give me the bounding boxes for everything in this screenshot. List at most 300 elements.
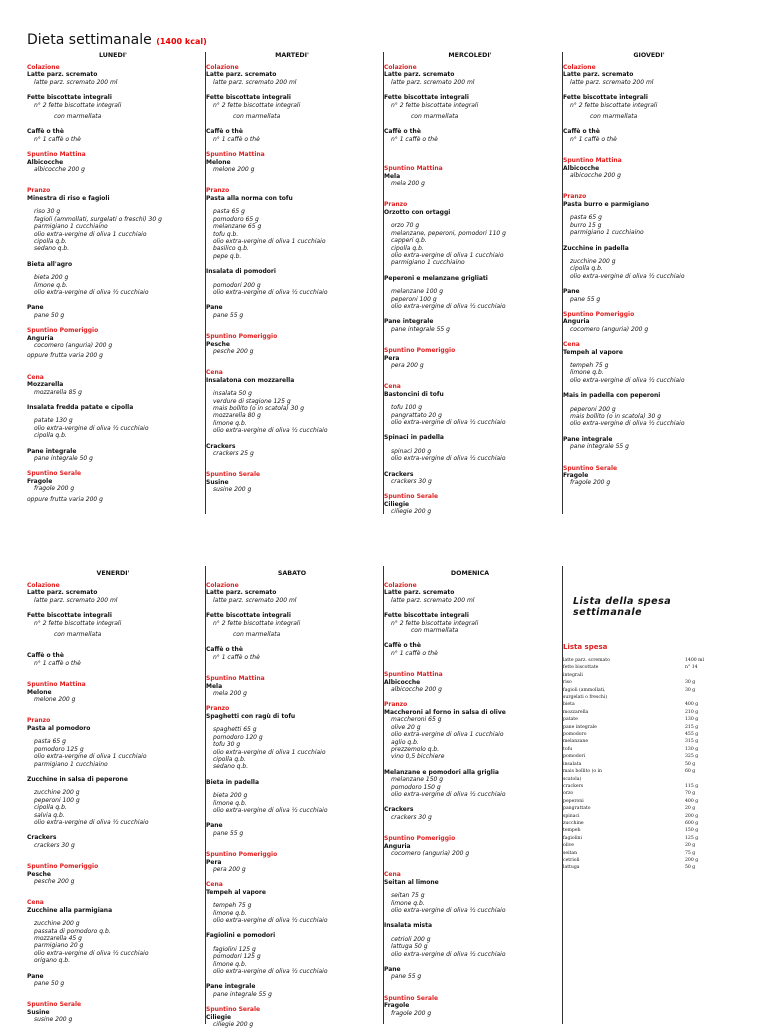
- food-title: Fragole: [384, 1002, 410, 1010]
- ingredient: olio extra-vergine di oliva ½ cucchiaio: [570, 376, 685, 384]
- food-title: Fragole: [27, 477, 53, 485]
- ingredient: n° 2 fette biscottate integrali: [391, 101, 479, 109]
- ingredient: fragole 200 g: [570, 479, 611, 487]
- ingredient: con marmellata: [411, 627, 459, 635]
- ingredient: limone q.b.: [213, 419, 247, 427]
- food-title: Zucchine alla parmigiana: [27, 906, 113, 914]
- ingredient: limone q.b.: [213, 909, 247, 917]
- meal-label: Pranzo: [384, 201, 408, 209]
- ingredient: parmigiano 1 cucchiaino: [391, 259, 465, 267]
- ingredient: origano q.b.: [34, 957, 71, 965]
- shopping-item-name: latte parz. scremato: [563, 658, 610, 663]
- food-title: Pane integrale: [27, 447, 77, 455]
- ingredient: sedano q.b.: [34, 245, 70, 253]
- ingredient: mozzarella 85 g: [34, 388, 82, 396]
- ingredient: pomodoro 150 g: [391, 783, 441, 791]
- ingredient: mais bollito (o in scatola) 30 g: [570, 413, 661, 420]
- ingredient: cocomero (anguria) 200 g: [570, 325, 649, 333]
- food-title: Fette biscottate integrali: [27, 612, 112, 620]
- shopping-list-title: Lista della spesa settimanale: [573, 596, 672, 618]
- ingredient: latte parz. scremato 200 ml: [213, 596, 297, 604]
- day-column-venerdi: [27, 570, 199, 1024]
- shopping-row: [563, 820, 733, 827]
- ingredient: olio extra-vergine di oliva ½ cucchiaio: [213, 427, 328, 435]
- food-title: Albicocche: [27, 158, 64, 166]
- shopping-item-qty: 150 g: [685, 828, 699, 834]
- ingredient: olio extra-vergine di oliva ½ cucchiaio: [213, 917, 328, 924]
- food-title: Anguria: [563, 318, 590, 326]
- ingredient: olio extra-vergine di oliva ½ cucchiaio: [34, 818, 149, 826]
- ingredient: spinaci 200 g: [391, 447, 432, 455]
- ingredient: olio extra-vergine di oliva 1 cucchiaio: [34, 753, 147, 761]
- food-title: Ciliegie: [384, 500, 410, 508]
- food-title: Pane: [206, 822, 223, 830]
- kcal-badge: (1400 kcal): [156, 37, 207, 46]
- meal-label: Spuntino Serale: [206, 471, 261, 479]
- food-title: Insalata fredda patate e cipolla: [27, 404, 134, 411]
- shopping-list-subtitle: Lista spesa: [563, 643, 608, 651]
- meal-label: Spuntino Pomeriggio: [384, 347, 456, 355]
- ingredient: zucchine 200 g: [34, 920, 80, 928]
- ingredient: tofu 100 g: [391, 404, 423, 412]
- ingredient: mais bollito (o in scatola) 30 g: [213, 405, 304, 412]
- food-title: Caffè o thè: [384, 642, 421, 650]
- shopping-row: [563, 783, 733, 790]
- meal-label: Cena: [27, 899, 44, 907]
- ingredient: con marmellata: [233, 113, 281, 121]
- food-title: Pane: [563, 288, 580, 296]
- shopping-item-qty: 70 g: [685, 791, 696, 797]
- ingredient: pane 55 g: [391, 973, 422, 981]
- meal-label: Cena: [384, 383, 401, 391]
- meal-label: Pranzo: [384, 701, 408, 709]
- food-title: Anguria: [384, 842, 411, 850]
- meal-label: Spuntino Serale: [384, 994, 439, 1002]
- food-title: Caffè o thè: [27, 652, 64, 660]
- ingredient: pesche 200 g: [34, 877, 75, 885]
- ingredient: pasta 65 g: [34, 738, 66, 746]
- ingredient: olive 20 g: [391, 723, 421, 731]
- ingredient: con marmellata: [233, 631, 281, 639]
- shopping-item-qty: 60 g: [685, 769, 696, 775]
- food-title: Fette biscottate integrali: [206, 612, 291, 620]
- food-title: Latte parz. scremato: [206, 71, 277, 79]
- meal-label: Spuntino Serale: [384, 493, 439, 501]
- meal-label: Pranzo: [563, 193, 587, 201]
- ingredient: n° 2 fette biscottate integrali: [570, 101, 658, 109]
- meal-label: Spuntino Pomeriggio: [563, 310, 635, 318]
- food-title: Caffè o thè: [563, 128, 600, 136]
- shopping-item-qty: 50 g: [685, 865, 696, 871]
- food-title: Fette biscottate integrali: [206, 94, 291, 102]
- shopping-list: [563, 596, 733, 872]
- shopping-item-name: olive: [563, 843, 575, 849]
- shopping-item-name: mais bollito (o in scatola): [563, 769, 603, 782]
- shopping-row: [563, 835, 733, 842]
- shopping-row: [563, 687, 733, 702]
- shopping-row: [563, 768, 733, 783]
- food-title: Caffè o thè: [206, 646, 243, 654]
- day-column-martedi: [206, 52, 378, 494]
- ingredient: basilico q.b.: [213, 245, 249, 253]
- ingredient: mela 200 g: [213, 690, 247, 698]
- ingredient: pane integrale 50 g: [34, 455, 93, 463]
- ingredient: parmigiano 1 cucchiaino: [570, 229, 644, 237]
- ingredient: salvia q.b.: [34, 811, 65, 819]
- food-title: Caffè o thè: [27, 128, 64, 136]
- day-column-lunedi: [27, 52, 199, 503]
- food-title: Caffè o thè: [206, 128, 243, 136]
- shopping-item-qty: 50 g: [685, 761, 696, 767]
- ingredient: cocomero (anguria) 200 g: [34, 341, 113, 349]
- shopping-table: [563, 657, 733, 872]
- meal-label: Spuntino Mattina: [206, 151, 265, 159]
- food-title: Seitan al limone: [384, 878, 439, 886]
- food-title: Insalata di pomodori: [206, 268, 276, 276]
- ingredient: olio extra-vergine di oliva ½ cucchiaio: [391, 790, 506, 798]
- shopping-item-name: spinaci: [563, 813, 580, 819]
- meal-label: Cena: [206, 881, 223, 889]
- shopping-item-name: patate: [563, 717, 578, 723]
- food-title: Crackers: [384, 806, 414, 814]
- day-header: GIOVEDI': [633, 52, 665, 59]
- food-title: Crackers: [27, 834, 57, 842]
- meal-label: Colazione: [206, 582, 239, 589]
- ingredient: fragole 200 g: [34, 485, 75, 493]
- ingredient: n° 2 fette biscottate integrali: [213, 619, 301, 627]
- day-header: MARTEDI': [275, 52, 309, 59]
- ingredient: latte parz. scremato 200 ml: [570, 78, 654, 86]
- ingredient: aglio q.b.: [391, 738, 419, 746]
- ingredient: con marmellata: [54, 631, 102, 639]
- ingredient: con marmellata: [411, 113, 459, 121]
- food-title: Pesche: [27, 870, 51, 878]
- ingredient: melone 200 g: [34, 696, 76, 704]
- ingredient: olio extra-vergine di oliva ½ cucchiaio: [213, 968, 328, 976]
- shopping-row: [563, 813, 733, 820]
- shopping-row: [563, 709, 733, 716]
- meal-label: Spuntino Pomeriggio: [27, 327, 99, 335]
- food-title: Mais in padella con peperoni: [563, 392, 661, 400]
- ingredient: olio extra-vergine di oliva ½ cucchiaio: [391, 907, 506, 914]
- ingredient: mela 200 g: [391, 180, 425, 188]
- ingredient: olio extra-vergine di oliva ½ cucchiaio: [391, 419, 506, 426]
- ingredient: pomodoro 120 g: [213, 733, 263, 741]
- meal-label: Cena: [384, 871, 401, 879]
- ingredient: bieta 200 g: [34, 274, 69, 282]
- food-title: Latte parz. scremato: [27, 71, 98, 79]
- shopping-item-qty: 200 g: [685, 857, 699, 863]
- shopping-item-name: tofu: [563, 746, 573, 752]
- meal-label: Colazione: [384, 64, 417, 71]
- shopping-row: [563, 679, 733, 686]
- food-title: Pane: [384, 966, 401, 974]
- shopping-item-name: fette biscottate integrali: [563, 665, 599, 678]
- shopping-row: [563, 701, 733, 708]
- ingredient: n° 1 caffè o thè: [391, 649, 438, 657]
- food-title: Albicocche: [384, 678, 421, 686]
- ingredient: fagiolini 125 g: [213, 945, 256, 953]
- ingredient: pane integrale 55 g: [213, 990, 272, 998]
- ingredient: patate 130 g: [34, 417, 73, 425]
- ingredient: olio extra-vergine di oliva ½ cucchiaio: [213, 806, 328, 814]
- meal-label: Colazione: [206, 64, 239, 71]
- ingredient: melone 200 g: [213, 166, 255, 174]
- shopping-row: [563, 664, 733, 679]
- shopping-item-qty: 30 g: [685, 680, 696, 686]
- food-title: Insalatona con mozzarella: [206, 376, 295, 384]
- food-title: Pane integrale: [384, 318, 434, 326]
- ingredient: cipolla q.b.: [34, 237, 67, 245]
- ingredient: olio extra-vergine di oliva ½ cucchiaio: [391, 455, 506, 463]
- meal-label: Cena: [206, 369, 223, 377]
- ingredient: olio extra-vergine di oliva ½ cucchiaio: [570, 272, 685, 280]
- ingredient: n° 1 caffè o thè: [213, 135, 260, 143]
- meal-label: Spuntino Serale: [27, 1001, 82, 1009]
- meal-label: Spuntino Mattina: [384, 165, 443, 173]
- food-title: Spinaci in padella: [384, 434, 444, 442]
- ingredient: lattuga 50 g: [391, 943, 428, 951]
- ingredient: pomodori 200 g: [213, 281, 261, 289]
- food-title: Caffè o thè: [384, 128, 421, 136]
- food-title: Melone: [27, 688, 52, 696]
- ingredient: limone q.b.: [213, 799, 247, 807]
- ingredient: olio extra-vergine di oliva 1 cucchiaio: [391, 731, 504, 739]
- food-title: Melanzane e pomodori alla griglia: [384, 768, 499, 776]
- day-header: VENERDI': [96, 570, 130, 577]
- meal-label: Colazione: [27, 64, 60, 71]
- food-title: Pane: [27, 304, 44, 312]
- ingredient: crackers 30 g: [391, 813, 432, 821]
- ingredient: albicocche 200 g: [34, 166, 85, 174]
- shopping-item-qty: 600 g: [685, 820, 699, 826]
- food-title: Pera: [206, 858, 222, 866]
- food-title: Anguria: [27, 334, 54, 342]
- day-header: LUNEDI': [99, 52, 127, 59]
- ingredient: olio extra-vergine di oliva 1 cucchiaio: [391, 251, 504, 259]
- shopping-row: [563, 716, 733, 723]
- food-title: Mela: [384, 172, 401, 180]
- ingredient: pane 55 g: [570, 295, 601, 303]
- shopping-item-name: fagioli (ammollati, surgelati o freschi): [563, 687, 608, 701]
- meal-label: Pranzo: [27, 187, 51, 195]
- food-title: Pane integrale: [206, 983, 256, 991]
- ingredient: tofu q.b.: [213, 230, 239, 238]
- shopping-item-name: pomodoro: [563, 732, 587, 738]
- title-text: Dieta settimanale: [27, 32, 152, 48]
- food-title: Fette biscottate integrali: [563, 94, 648, 102]
- ingredient: bieta 200 g: [213, 792, 248, 800]
- meal-label: Spuntino Pomeriggio: [206, 851, 278, 859]
- ingredient: melanzane, peperoni, pomodori 110 g: [391, 229, 506, 237]
- food-title: Pasta burro e parmigiano: [563, 200, 650, 208]
- food-title: Melone: [206, 158, 231, 166]
- shopping-row: [563, 798, 733, 805]
- shopping-item-qty: 215 g: [685, 724, 699, 730]
- ingredient: con marmellata: [54, 113, 102, 121]
- shopping-item-qty: 455 g: [685, 732, 699, 738]
- shopping-item-name: riso: [563, 680, 572, 686]
- ingredient: melanzane 150 g: [391, 776, 444, 784]
- shopping-item-name: crackers: [563, 783, 584, 789]
- ingredient: riso 30 g: [34, 208, 61, 216]
- shopping-row: [563, 850, 733, 857]
- shopping-row: [563, 864, 733, 871]
- ingredient: melanzane 65 g: [213, 223, 262, 231]
- food-title: Spaghetti con ragù di tofu: [206, 712, 296, 720]
- meal-label: Spuntino Mattina: [563, 157, 622, 165]
- food-title: Susine: [27, 1008, 50, 1016]
- ingredient: cipolla q.b.: [570, 265, 603, 273]
- meal-label: Colazione: [563, 64, 596, 71]
- ingredient: crackers 25 g: [213, 450, 254, 458]
- meal-label: Spuntino Mattina: [27, 151, 86, 159]
- ingredient: pera 200 g: [391, 361, 424, 369]
- alternative-note: oppure frutta varia 200 g: [27, 495, 103, 503]
- shopping-item-qty: n° 14: [685, 665, 698, 671]
- ingredient: olio extra-vergine di oliva ½ cucchiaio: [391, 950, 506, 958]
- day-header: DOMENICA: [450, 570, 490, 577]
- food-title: Fagiolini e pomodori: [206, 932, 276, 940]
- shopping-row: [563, 790, 733, 797]
- food-title: Fragole: [563, 472, 589, 480]
- day-column-domenica: [384, 570, 556, 1017]
- shopping-item-qty: 20 g: [685, 843, 696, 849]
- ingredient: mozzarella 80 g: [213, 412, 261, 420]
- food-title: Bieta in padella: [206, 778, 259, 786]
- meal-label: Colazione: [384, 582, 417, 589]
- ingredient: sedano q.b.: [213, 763, 249, 771]
- ingredient: n° 2 fette biscottate integrali: [34, 619, 122, 627]
- ingredient: tempeh 75 g: [570, 361, 609, 369]
- shopping-item-name: orzo: [563, 791, 574, 797]
- ingredient: fragole 200 g: [391, 1009, 432, 1017]
- meal-label: Pranzo: [27, 717, 51, 725]
- ingredient: parmigiano 1 cucchiaino: [34, 223, 108, 231]
- food-title: Pera: [384, 354, 400, 362]
- day-header: SABATO: [277, 570, 307, 577]
- ingredient: latte parz. scremato 200 ml: [34, 78, 118, 86]
- ingredient: n° 1 caffè o thè: [34, 135, 81, 143]
- shopping-item-name: peperoni: [563, 798, 584, 804]
- shopping-item-qty: 400 g: [685, 798, 699, 804]
- shopping-row: [563, 805, 733, 812]
- ingredient: orzo 70 g: [391, 222, 420, 230]
- food-title: Pane: [206, 304, 223, 312]
- ingredient: crackers 30 g: [391, 478, 432, 486]
- ingredient: fagioli (ammollati, surgelati o freschi) 30 g: [34, 215, 162, 223]
- ingredient: cocomero (anguria) 200 g: [391, 849, 470, 857]
- food-title: Pane integrale: [563, 435, 613, 443]
- shopping-item-name: tempeh: [563, 828, 581, 834]
- food-title: Mela: [206, 682, 223, 690]
- ingredient: seitan 75 g: [391, 892, 425, 900]
- ingredient: susine 200 g: [213, 486, 252, 494]
- food-title: Orzotto con ortaggi: [384, 208, 451, 216]
- ingredient: n° 2 fette biscottate integrali: [34, 101, 122, 109]
- ingredient: n° 2 fette biscottate integrali: [213, 101, 301, 109]
- shopping-item-name: fagiolini: [563, 835, 582, 841]
- meal-label: Pranzo: [206, 187, 230, 195]
- ingredient: albicocche 200 g: [391, 686, 442, 694]
- shopping-item-name: bieta: [563, 702, 575, 708]
- ingredient: insalata 50 g: [213, 390, 252, 398]
- ingredient: ciliegie 200 g: [213, 1021, 254, 1028]
- food-title: Latte parz. scremato: [384, 71, 455, 79]
- shopping-row: [563, 753, 733, 760]
- shopping-item-name: lattuga: [563, 865, 580, 871]
- food-title: Pesche: [206, 340, 230, 348]
- shopping-row: [563, 827, 733, 834]
- food-title: Maccheroni al forno in salsa di olive: [384, 708, 506, 716]
- ingredient: olio extra-vergine di oliva ½ cucchiaio: [34, 288, 149, 296]
- ingredient: pane 50 g: [34, 311, 65, 319]
- shopping-item-qty: 75 g: [685, 850, 696, 856]
- meal-label: Spuntino Serale: [563, 464, 618, 472]
- ingredient: capperi q.b.: [391, 237, 427, 245]
- ingredient: pane integrale 55 g: [391, 325, 450, 333]
- ingredient: pane 50 g: [34, 980, 65, 988]
- ingredient: zucchine 200 g: [570, 257, 616, 265]
- ingredient: pomodoro 125 g: [34, 745, 84, 753]
- food-title: Latte parz. scremato: [384, 589, 455, 597]
- food-title: Zucchine in salsa di peperone: [27, 775, 128, 783]
- ingredient: passata di pomodoro q.b.: [34, 927, 111, 935]
- meal-label: Cena: [563, 341, 580, 349]
- ingredient: latte parz. scremato 200 ml: [391, 596, 475, 604]
- food-title: Bastoncini di tofu: [384, 390, 444, 398]
- ingredient: pesche 200 g: [213, 347, 254, 355]
- shopping-item-name: zucchine: [563, 820, 584, 826]
- ingredient: limone q.b.: [34, 281, 68, 289]
- meal-label: Spuntino Pomeriggio: [384, 835, 456, 843]
- food-title: Pane: [27, 972, 44, 980]
- food-title: Fette biscottate integrali: [384, 612, 469, 620]
- food-title: Latte parz. scremato: [563, 71, 634, 79]
- shopping-item-name: melanzane: [563, 739, 589, 745]
- ingredient: olio extra-vergine di oliva ½ cucchiaio: [391, 302, 506, 310]
- food-title: Zucchine in padella: [563, 244, 629, 252]
- meal-label: Spuntino Mattina: [384, 671, 443, 679]
- food-title: Crackers: [384, 470, 414, 478]
- food-title: Pasta alla norma con tofu: [206, 194, 293, 202]
- shopping-item-qty: 30 g: [685, 687, 696, 693]
- ingredient: cipolla q.b.: [34, 432, 67, 440]
- ingredient: pane 55 g: [213, 311, 244, 319]
- ingredient: olio extra-vergine di oliva ½ cucchiaio: [570, 420, 685, 428]
- ingredient: maccheroni 65 g: [391, 716, 442, 724]
- ingredient: albicocche 200 g: [570, 172, 621, 180]
- day-column-mercoledi: [384, 52, 556, 516]
- ingredient: cipolla q.b.: [213, 755, 246, 763]
- meal-label: Spuntino Serale: [206, 1006, 261, 1014]
- food-title: Fette biscottate integrali: [27, 94, 112, 102]
- ingredient: tofu 30 g: [213, 741, 241, 749]
- ingredient: ciliegie 200 g: [391, 508, 432, 516]
- ingredient: olio extra-vergine di oliva 1 cucchiaio: [213, 748, 326, 756]
- shopping-item-qty: 325 g: [685, 754, 699, 760]
- shopping-item-qty: 400 g: [685, 702, 699, 708]
- shopping-row: [563, 724, 733, 731]
- ingredient: prezzemolo q.b.: [391, 745, 440, 753]
- ingredient: cipolla q.b.: [34, 804, 67, 812]
- ingredient: limone q.b.: [213, 960, 247, 968]
- food-title: Ciliegie: [206, 1013, 232, 1021]
- ingredient: olio extra-vergine di oliva ½ cucchiaio: [34, 949, 149, 957]
- page-title: [27, 32, 207, 48]
- food-title: Fette biscottate integrali: [384, 94, 469, 102]
- shopping-item-name: cetrioli: [563, 857, 580, 863]
